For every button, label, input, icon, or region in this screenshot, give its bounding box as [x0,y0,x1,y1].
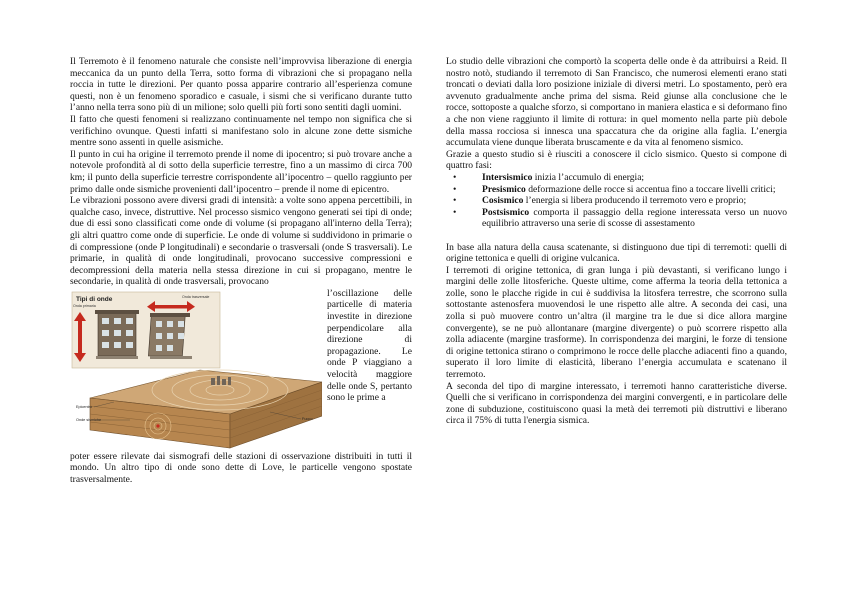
s-wave-label: Onda trasversale [182,294,210,299]
list-item [446,184,787,196]
wave-illustration [70,290,322,450]
epicentro-label: Epicentro [76,404,93,409]
figure-title: Tipi di onde [76,295,113,303]
bullet-icon: • [453,195,457,207]
phase-list [446,172,787,230]
p-wave-label: Onda primaria [73,303,96,308]
left-column [70,56,412,486]
paragraph-seismic-cycle: Grazie a questo studio si è riusciti a conoscere il ciclo sismico. Questo si compone di quattro fasi: [446,148,787,172]
focus-point [156,424,159,427]
phase-text: deformazione delle rocce si accentua fino a toccare livelli critici; [525,183,776,195]
phase-term: Presismico [482,183,526,195]
phase-term: Cosismico [482,195,524,207]
list-item [446,195,787,207]
paragraph-seismic-zones: Il fatto che questi fenomeni si realizzano continuamente nel tempo non significa che si verifichino ovunque. Questi infatti si manifestano solo in alcune zone dette sismiche mentre sono assenti in quelle asismiche. [70,113,412,149]
paragraph-wave-wrap: l’oscillazione delle particelle di materia investite in direzione perpendicolare alla direzione di propagazione. Le onde P viaggiano a velocità maggiore delle onde S, pertanto sono le prime a [327,287,412,404]
figure-side-text [327,288,412,404]
wave-types-figure [70,290,322,450]
bullet-icon: • [453,171,457,183]
phase-text: inizia l’accumulo di energia; [532,171,645,183]
phase-text: comporta il passaggio della regione interessata verso un nuovo equilibrio attraverso una serie di scosse di assestamento [482,206,787,230]
paragraph-causes: In base alla natura della causa scatenante, si distinguono due tipi di terremoti: quelli di origine tettonica e quelli di origine vulcanica. [446,241,787,265]
paragraph-margins: A seconda del tipo di margine interessato, i terremoti hanno caratteristiche diverse. Quelli che si verificano in corrispondenza dei margini convergenti, e in particolare delle zone di subduzione, costituiscono quasi la metà dei terremoti più distruttivi e liberano circa il 75% di tutta l'energia sismica. [446,380,787,427]
onde-label: Onde sismiche [76,417,102,422]
bullet-icon: • [453,183,457,195]
phase-text: l’energia si libera producendo il terremoto vero e proprio; [523,195,747,207]
paragraph-wave-types: Le vibrazioni possono avere diversi gradi di intensità: a volte sono appena percettibili, in qualche caso, invece, distruttive. Nel processo sismico vengono generati sei tipi di onde; due di essi sono classificati come onde di volume (si propagano all'interno della Terra); gli altri quattro come onde di superficie. Le onde di volume si suddividono in primarie o di compressione (onde P longitudinali) e secondarie o trasversali (onde S trasversali). Le primarie, in qualità di onde longitudinali, provocano successive compressioni e decompressioni della materia nella stessa direzione in cui si propagano, mentre le secondarie, in qualità di onde trasversali, provocano [70,195,412,288]
list-item [446,207,787,230]
paragraph-hypocenter: Il punto in cui ha origine il terremoto prende il nome di ipocentro; si può trovare anche a notevole profondità al di sotto della superficie terrestre, fino a un massimo di circa 700 km; il punto della superficie terrestre corrispondente all’ipocentro – quello raggiunto per primo dalle onde sismiche provenienti dall’ipocentro – prende il nome di epicentro. [70,148,412,195]
phase-term: Postsismico [482,206,530,218]
phase-term: Intersismico [482,171,533,183]
paragraph-reid: Lo studio delle vibrazioni che comportò la scoperta delle onde è da attribuirsi a Reid. Il nostro notò, studiando il terremoto di San Francisco, che numerosi elementi erano stati troncati o deviati dalla loro posizione iniziale di diversi metri. Lo spostamento, però era avvenuto gradualmente anche prima del sisma. Reid giunse alla conclusione che le rocce, sottoposte a qualche sforzo, si comportano in maniera elastica e si deformano fino a che non viene raggiunto il limite di rottura: in quel momento nella parte più debole della massa rocciosa si innesca una spaccatura che da origine alla faglia. L’energia accumulata viene dunque liberata bruscamente e da vita al fenomeno sismico. [446,56,787,149]
paragraph-definition: Il Terremoto è il fenomeno naturale che consiste nell’improvvisa liberazione di energia meccanica da un punto della Terra, sotto forma di vibrazioni che si propagano nella roccia in tutte le direzioni. Per quanto possa apparire contrario all’esperienza comune questi, non è un fenomeno sporadico e casuale, i sismi che si verificano durante tutto l’anno nella terra sono più di un milione; solo quelli più forti sono sentiti dagli uomini. [70,56,412,114]
fuoco-label: Fuoco [302,416,313,421]
list-item [446,172,787,184]
bullet-icon: • [453,206,457,218]
right-column [446,56,787,427]
paragraph-seismographs: poter essere rilevate dai sismografi delle stazioni di osservazione distribuiti in tutti il mondo. Un altro tipo di onde sono dette di Love, le particelle vengono spostate trasversalmente. [70,450,412,486]
figure-wrap [70,288,412,451]
paragraph-tectonic: I terremoti di origine tettonica, di gran lunga i più devastanti, si verificano lungo i margini delle zolle litosferiche. Queste ultime, come afferma la teoria della tettonica a zolle, sono le placche rigide in cui è suddivisa la litosfera terrestre, che scorrono sulla sottostante astenosfera muovendosi le une rispetto alle altre. A seconda dei casi, una zolla si può muovere contro un’altra (il margine tra le due si dice allora margine convergente), se ne può allontanare (margine divergente) o può scorrere rispetto alla zolla adiacente (margine trasforme). In corrispondenza dei margini, le forze di tensione di origine tettonica stirano o comprimono le rocce delle placche adiacenti fino a quando, superato il loro limite di elasticità, liberano l’energia accumulata e scatenano il terremoto. [446,264,787,381]
